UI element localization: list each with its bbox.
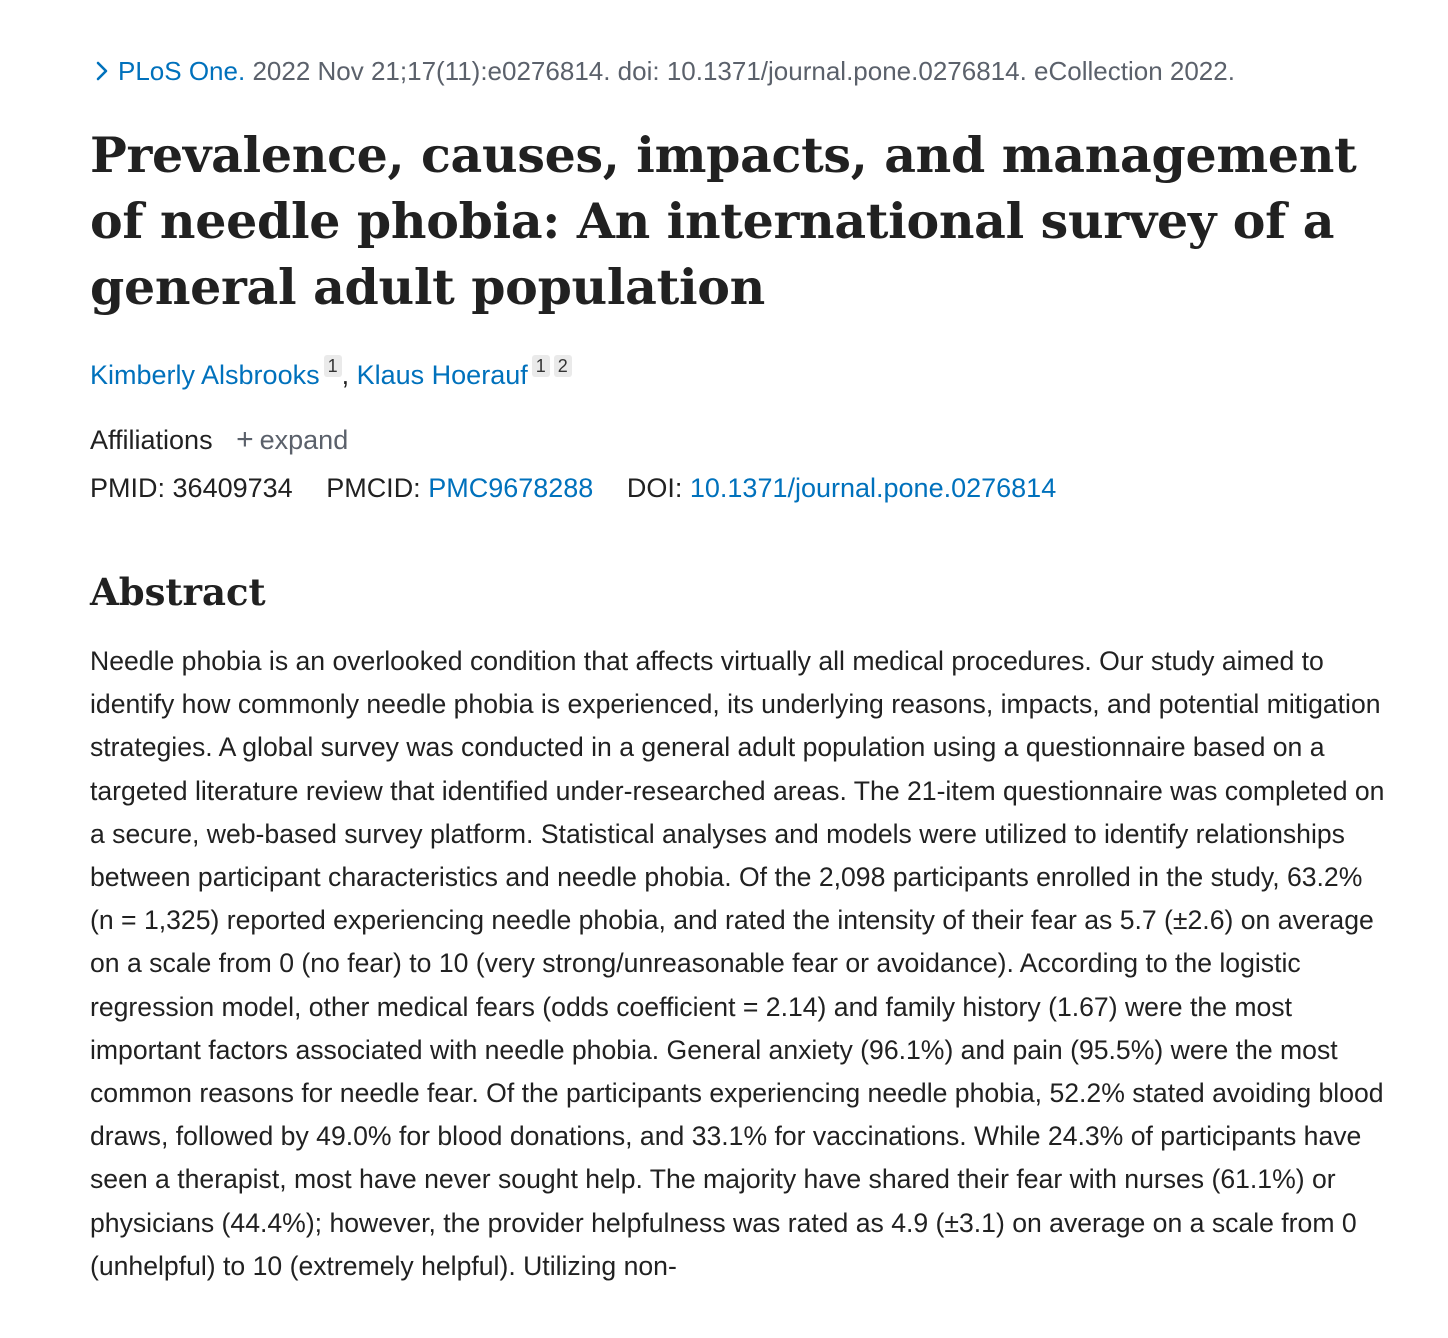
plus-icon: + [236,423,254,456]
doi-item [627,473,1056,503]
journal-link[interactable]: PLoS One. [118,56,246,86]
pmcid-link[interactable]: PMC9678288 [428,473,594,503]
article-title: Prevalence, causes, impacts, and management of needle phobia: An international survey of a general adult population [90,126,1357,316]
authors-list [90,355,572,393]
pmid-value: 36409734 [172,473,293,503]
chevron-right-icon[interactable] [90,59,114,83]
citation-line [90,55,1235,87]
doi-label: DOI: [626,473,683,503]
affiliation-badge[interactable]: 2 [554,355,572,377]
pmid-label: PMID: [90,473,166,503]
abstract-text: Needle phobia is an overlooked condition that affects virtually all medical procedures. Our study aimed to identify how commonly needle phobia is experienced, its underlying reasons, impacts, and potential mitigation strategies. A global survey was conducted in a general adult population using a questionnaire based on a targeted literature review that identified under-researched areas. The 21-item questionnaire was completed on a secure, web-based survey platform. Statistical analyses and models were utilized to identify relationships between participant characteristics and needle phobia. Of the 2,098 participants enrolled in the study, 63.2% (n = 1,325) reported experiencing needle phobia, and rated the intensity of their fear as 5.7 (±2.6) on average on a scale from 0 (no fear) to 10 (very strong/unreasonable fear or avoidance). According to the logistic regression model, other medical fears (odds coefficient = 2.14) and family history (1.67) were the most important factors associated with needle phobia. General anxiety (96.1%) and pain (95.5%) were the most common reasons for needle fear. Of the participants experiencing needle phobia, 52.2% stated avoiding blood draws, followed by 49.0% for blood donations, and 33.1% for vaccinations. While 24.3% of participants have seen a therapist, most have never sought help. The majority have shared their fear with nurses (61.1%) or physicians (44.4%); however, the provider helpfulness was rated as 4.9 (±3.1) on average on a scale from 0 (unhelpful) to 10 (extremely helpful). Utilizing non- [90,646,1385,1281]
doi-link[interactable]: 10.1371/journal.pone.0276814 [689,473,1057,503]
affiliations-row [90,422,348,458]
expand-label: expand [259,425,349,455]
affiliation-badge[interactable]: 1 [324,355,342,377]
citation-details: 2022 Nov 21;17(11):e0276814. doi: 10.1371/journal.pone.0276814. eCollection 2022. [252,56,1235,86]
author-link[interactable]: Klaus Hoerauf [356,360,528,390]
abstract-heading: Abstract [90,570,266,614]
affiliations-label: Affiliations [90,425,213,455]
author-link[interactable]: Kimberly Alsbrooks [90,360,320,390]
pmcid-label: PMCID: [326,473,421,503]
expand-affiliations-button[interactable] [236,422,348,458]
pmcid-item [326,473,593,503]
affiliation-badge[interactable]: 1 [532,355,550,377]
author-separator: , [341,360,357,390]
identifiers-row [90,470,1082,506]
pmid-item [90,473,293,503]
